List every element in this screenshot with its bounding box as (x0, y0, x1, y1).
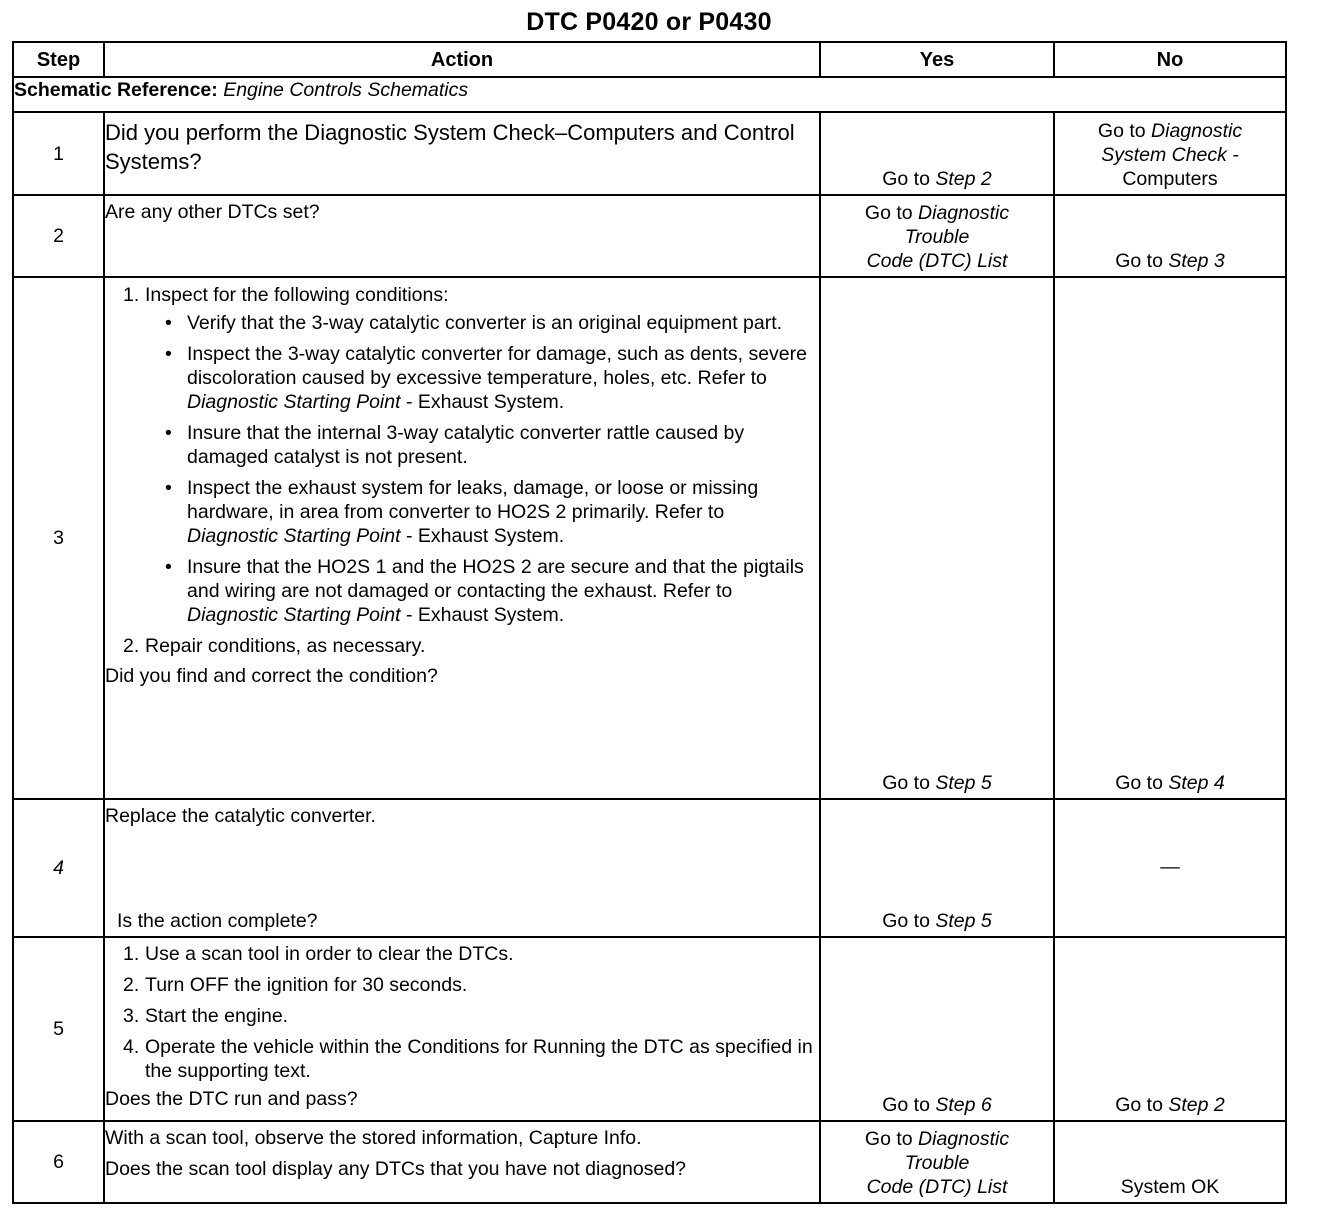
item-number: 4. (123, 1036, 140, 1058)
question-text: Did you find and correct the condition? (105, 665, 438, 687)
table-row (13, 277, 1286, 799)
list-item (105, 942, 819, 966)
bullet-item: • Inspect the exhaust system for leaks, damage, or loose or missing hardware, in area from converter to HO2S 2 primarily. Refer to Diagnostic Starting Point - Exhaust System. (165, 477, 759, 547)
step-number: 5 (13, 937, 104, 1121)
action-cell (104, 1121, 820, 1203)
yes-link[interactable]: Trouble (904, 226, 970, 248)
item-number: 3. (123, 1005, 140, 1027)
bullet-tail: - Exhaust System. (405, 391, 565, 413)
action-cell (104, 277, 820, 799)
question-text: Does the DTC run and pass? (105, 1088, 358, 1110)
diagnostic-table (12, 41, 1287, 1204)
item-text: Start the engine. (145, 1005, 289, 1027)
item-number: 1. (123, 284, 140, 306)
question-text: Does the scan tool display any DTCs that you have not diagnosed? (105, 1158, 687, 1180)
yes-link[interactable]: Step 2 (935, 168, 992, 190)
no-cell: — (1054, 799, 1286, 937)
action-text: Are any other DTCs set? (104, 195, 820, 277)
no-suffix: Computers (1122, 168, 1218, 190)
item-text: Inspect for the following conditions: (145, 284, 449, 306)
step-number: 3 (13, 277, 104, 799)
schematic-reference (13, 77, 1286, 112)
bullet-list (105, 311, 819, 627)
bullet-tail: - Exhaust System. (405, 525, 565, 547)
no-prefix: Go to (1115, 250, 1163, 272)
bullet-text: Insure that the HO2S 1 and the HO2S 2 are secure and that the pigtails and wiring are not damaged or contacting the exhaust. Refer to (187, 556, 804, 602)
no-cell (1054, 195, 1286, 277)
bullet-item: • Insure that the HO2S 1 and the HO2S 2 are secure and that the pigtails and wiring are not damaged or contacting the exhaust. Refer to Diagnostic Starting Point - Exhaust System. (165, 556, 804, 626)
reference-link[interactable]: Diagnostic Starting Point (187, 525, 401, 547)
step-number: 6 (13, 1121, 104, 1203)
header-row (13, 42, 1286, 77)
bullet-item: • Inspect the 3-way catalytic converter for damage, such as dents, severe discoloration caused by excessive temperature, holes, etc. Refer to Diagnostic Starting Point - Exhaust System. (165, 343, 807, 413)
reference-link[interactable]: Diagnostic Starting Point (187, 391, 401, 413)
no-cell (1054, 277, 1286, 799)
action-text: Did you perform the Diagnostic System Check–Computers and Control Systems? (104, 112, 820, 195)
bullet-text: Inspect the exhaust system for leaks, damage, or loose or missing hardware, in area from converter to HO2S 2 primarily. Refer to (187, 477, 759, 523)
action-cell (104, 937, 820, 1121)
yes-prefix: Go to (882, 772, 930, 794)
table-row (13, 195, 1286, 277)
question-text: Is the action complete? (117, 910, 318, 932)
table-row (13, 1121, 1286, 1203)
yes-link[interactable]: Step 6 (935, 1094, 992, 1116)
action-text: Replace the catalytic converter. (105, 805, 376, 827)
step-number: 2 (13, 195, 104, 277)
bullet-item: • Verify that the 3-way catalytic converter is an original equipment part. (165, 312, 783, 334)
schematic-reference-row (13, 77, 1286, 112)
schematic-link[interactable]: Engine Controls Schematics (223, 79, 469, 101)
no-prefix: Go to (1115, 772, 1163, 794)
yes-prefix: Go to (864, 202, 913, 224)
yes-cell (820, 195, 1054, 277)
list-item (105, 973, 819, 997)
no-link[interactable]: System Check - (1101, 144, 1239, 166)
item-number: 2. (123, 974, 140, 996)
yes-cell (820, 799, 1054, 937)
list-item (105, 1035, 819, 1083)
no-prefix: Go to (1097, 120, 1146, 142)
schematic-label: Schematic Reference: (14, 79, 218, 101)
step-number: 4 (13, 799, 104, 937)
no-link[interactable]: Step 3 (1168, 250, 1225, 272)
no-cell (1054, 937, 1286, 1121)
header-no: No (1054, 42, 1286, 77)
yes-link[interactable]: Code (DTC) List (866, 1176, 1008, 1198)
table-row (13, 937, 1286, 1121)
yes-prefix: Go to (882, 1094, 930, 1116)
no-link[interactable]: Step 4 (1168, 772, 1225, 794)
action-cell (104, 799, 820, 937)
item-number: 2. (123, 635, 140, 657)
no-cell: System OK (1054, 1121, 1286, 1203)
yes-prefix: Go to (864, 1128, 913, 1150)
no-prefix: Go to (1115, 1094, 1163, 1116)
yes-prefix: Go to (882, 168, 930, 190)
table-row (13, 799, 1286, 937)
bullet-item: • Insure that the internal 3-way catalytic converter rattle caused by damaged catalyst is not present. (165, 422, 745, 468)
page-title: DTC P0420 or P0430 (526, 8, 772, 36)
yes-link[interactable]: Code (DTC) List (866, 250, 1008, 272)
yes-cell (820, 277, 1054, 799)
header-action: Action (104, 42, 820, 77)
item-text: Operate the vehicle within the Conditions for Running the DTC as specified in the supporting text. (145, 1036, 813, 1082)
list-item (105, 1004, 819, 1028)
no-link[interactable]: Step 2 (1168, 1094, 1225, 1116)
no-cell (1054, 112, 1286, 195)
bullet-tail: - Exhaust System. (405, 604, 565, 626)
yes-link[interactable]: Step 5 (935, 910, 992, 932)
bullet-text: Insure that the internal 3-way catalytic converter rattle caused by damaged catalyst is not present. (187, 422, 745, 468)
bullet-text: Inspect the 3-way catalytic converter for damage, such as dents, severe discoloration caused by excessive temperature, holes, etc. Refer to (187, 343, 807, 389)
action-text: With a scan tool, observe the stored information, Capture Info. (105, 1127, 642, 1149)
header-step: Step (13, 42, 104, 77)
item-text: Repair conditions, as necessary. (145, 635, 426, 657)
yes-link[interactable]: Trouble (904, 1152, 970, 1174)
no-link[interactable]: Diagnostic (1151, 120, 1243, 142)
yes-link[interactable]: Diagnostic (918, 1128, 1010, 1150)
yes-link[interactable]: Step 5 (935, 772, 992, 794)
list-item (105, 283, 819, 307)
reference-link[interactable]: Diagnostic Starting Point (187, 604, 401, 626)
yes-cell (820, 112, 1054, 195)
yes-prefix: Go to (882, 910, 930, 932)
yes-cell (820, 937, 1054, 1121)
header-yes: Yes (820, 42, 1054, 77)
yes-link[interactable]: Diagnostic (918, 202, 1010, 224)
item-number: 1. (123, 943, 140, 965)
item-text: Turn OFF the ignition for 30 seconds. (145, 974, 468, 996)
yes-cell (820, 1121, 1054, 1203)
list-item (105, 634, 819, 658)
table-row (13, 112, 1286, 195)
item-text: Use a scan tool in order to clear the DTCs. (145, 943, 514, 965)
step-number: 1 (13, 112, 104, 195)
bullet-text: Verify that the 3-way catalytic converter is an original equipment part. (187, 312, 783, 334)
